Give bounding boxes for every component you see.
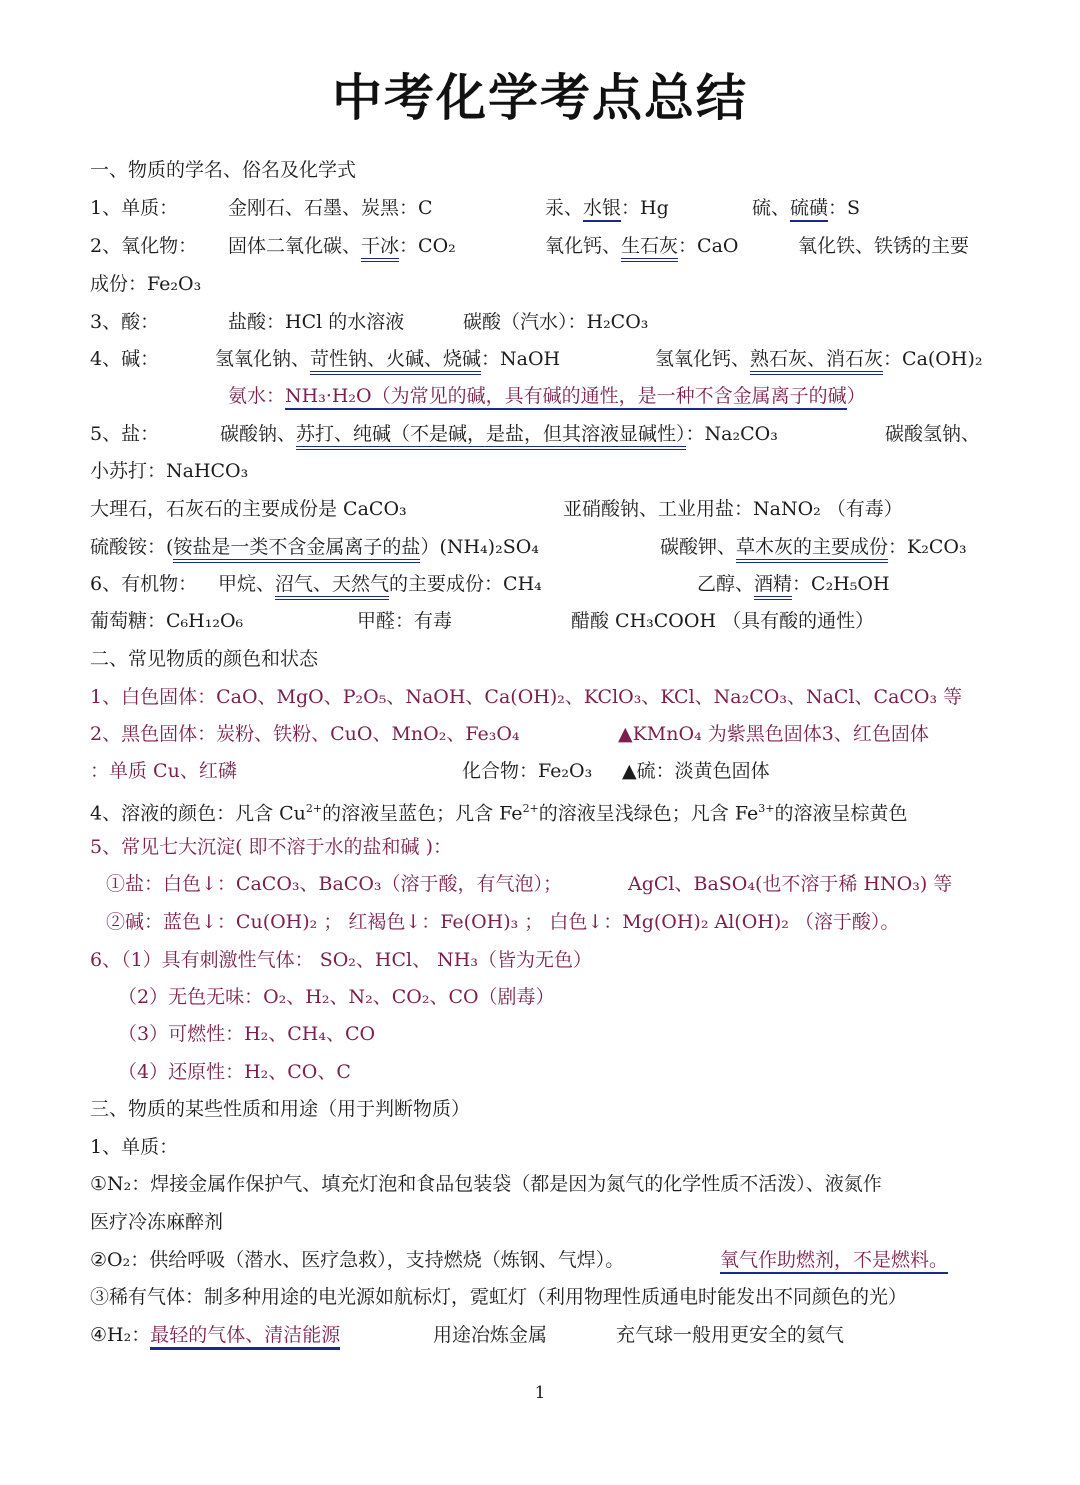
reducing-agents: （4）还原性：H₂、CO、C — [118, 1061, 351, 1083]
row-acids: 3、酸： — [90, 311, 160, 333]
marble: 大理石，石灰石的主要成份是 CaCO₃ — [90, 498, 407, 520]
page-title: 中考化学考点总结 — [332, 69, 748, 127]
row-label: 1、单质： — [90, 197, 179, 219]
precipitates-heading: 5、常见七大沉淀( 即不溶于水的盐和碱 )： — [90, 836, 452, 858]
carbon-forms: 金刚石、石墨、炭黑：C — [228, 197, 433, 219]
precipitates-salts-2: AgCl、BaSO₄(也不溶于稀 HNO₃) 等 — [628, 873, 953, 895]
iron-oxide-formula: 成份：Fe₂O₃ — [90, 273, 202, 295]
hydrogen-use-metal: 用途冶炼金属 — [433, 1324, 548, 1346]
sodium-carbonate: 碳酸钠、苏打、纯碱（不是碱，是盐，但其溶液显碱性）：Na₂CO₃ — [220, 422, 778, 446]
page-number: 1 — [534, 1383, 546, 1403]
precipitates-salts: ①盐：白色↓：CaCO₃、BaCO₃（溶于酸，有气泡）； — [106, 873, 563, 895]
methane: 甲烷、沼气、天然气的主要成份：CH₄ — [218, 572, 542, 596]
quicklime: 氧化钙、生石灰：CaO — [545, 234, 738, 258]
helium-note: 充气球一般用更安全的氦气 — [616, 1324, 845, 1346]
section-heading-2: 二、常见物质的颜色和状态 — [90, 648, 319, 670]
odorless-gases: （2）无色无味：O₂、H₂、N₂、CO₂、CO（剧毒） — [118, 986, 555, 1008]
calcium-hydroxide: 氢氧化钙、熟石灰、消石灰：Ca(OH)₂ — [655, 347, 983, 371]
dry-ice: 固体二氧化碳、干冰：CO₂ — [228, 234, 456, 258]
black-solids: 2、黑色固体：炭粉、铁粉、CuO、MnO₂、Fe₃O₄ — [90, 723, 520, 745]
row-salts: 5、盐： — [90, 423, 160, 445]
nitrogen-uses: ①N₂：焊接金属作保护气、填充灯泡和食品包装袋（都是因为氮气的化学性质不活泼）、液氮作 — [90, 1173, 882, 1195]
white-solids: 1、白色固体：CaO、MgO、P₂O₅、NaOH、Ca(OH)₂、KClO₃、KCl、Na₂CO₃、NaCl、CaCO₃ 等 — [90, 686, 963, 708]
hydrochloric-acid: 盐酸：HCl 的水溶液 — [228, 311, 405, 333]
row-elements — [90, 196, 178, 220]
sodium-bicarbonate: 碳酸氢钠、 — [885, 423, 981, 445]
oxygen-uses: ②O₂：供给呼吸（潜水、医疗急救），支持燃烧（炼钢、气焊）。 — [90, 1249, 625, 1271]
section-heading-3: 三、物质的某些性质和用途（用于判断物质） — [90, 1098, 471, 1120]
iron-oxide: 氧化铁、铁锈的主要 — [798, 235, 970, 257]
mercury-names: 汞、水银：Hg — [545, 196, 669, 220]
sulfur-color: ▲硫：淡黄色固体 — [622, 760, 770, 782]
potassium-carbonate: 碳酸钾、草木灰的主要成份：K₂CO₃ — [660, 535, 967, 559]
carbonic-acid: 碳酸（汽水）：H₂CO₃ — [463, 311, 649, 333]
noble-gases-uses: ③稀有气体：制多种用途的电光源如航标灯，霓虹灯（利用物理性质通电时能发出不同颜色的光） — [90, 1286, 908, 1308]
elements-subheading: 1、单质： — [90, 1136, 179, 1158]
row-oxides: 2、氧化物： — [90, 235, 198, 257]
solution-colors: 4、溶液的颜色：凡含 $Cu^{2+}$的溶液呈蓝色；凡含 $Fe^{2+}$的溶液呈浅绿色；凡含 $Fe^{3+}$的溶液呈棕黄色 — [90, 802, 908, 825]
red-compound: 化合物：Fe₂O₃ — [462, 760, 593, 782]
formaldehyde: 甲醛：有毒 — [357, 610, 453, 632]
acetic-acid: 醋酸 CH₃COOH （具有酸的通性） — [571, 610, 875, 632]
sodium-hydroxide: 氢氧化钠、苛性钠、火碱、烧碱：NaOH — [215, 347, 560, 371]
glucose: 葡萄糖：C₆H₁₂O₆ — [90, 610, 244, 632]
irritant-gases: 6、（1）具有刺激性气体： SO₂、HCl、 NH₃（皆为无色） — [90, 949, 592, 971]
oxygen-note: 氧气作助燃剂，不是燃料。 — [720, 1248, 948, 1272]
hydrogen-uses: ④H₂：最轻的气体、清洁能源 — [90, 1323, 340, 1347]
ethanol: 乙醇、酒精：C₂H₅OH — [697, 572, 890, 596]
row-organics: 6、有机物： — [90, 573, 198, 595]
ammonia-water: 氨水：NH₃·H₂O（为常见的碱，具有碱的通性，是一种不含金属离子的碱） — [228, 384, 866, 408]
sodium-nitrite: 亚硝酸钠、工业用盐：NaNO₂ （有毒） — [563, 498, 903, 520]
potassium-permanganate: ▲KMnO₄ 为紫黑色固体3、红色固体 — [618, 723, 929, 745]
baking-soda: 小苏打：NaHCO₃ — [90, 460, 249, 482]
precipitates-bases: ②碱：蓝色↓：Cu(OH)₂ ； 红褐色↓：Fe(OH)₃ ； 白色↓：Mg(OH)₂ Al(OH)₂ （溶于酸）。 — [106, 911, 900, 933]
sulfur-names: 硫、硫磺：S — [752, 196, 860, 220]
row-bases: 4、碱： — [90, 348, 160, 370]
nitrogen-uses-2: 医疗冷冻麻醉剂 — [90, 1211, 224, 1233]
ammonium-sulfate: 硫酸铵：(铵盐是一类不含金属离子的盐）(NH₄)₂SO₄ — [90, 535, 539, 559]
flammable-gases: （3）可燃性：H₂、CH₄、CO — [118, 1023, 376, 1045]
red-solids: ：单质 Cu、红磷 — [90, 760, 237, 782]
section-heading-1: 一、物质的学名、俗名及化学式 — [90, 159, 357, 181]
